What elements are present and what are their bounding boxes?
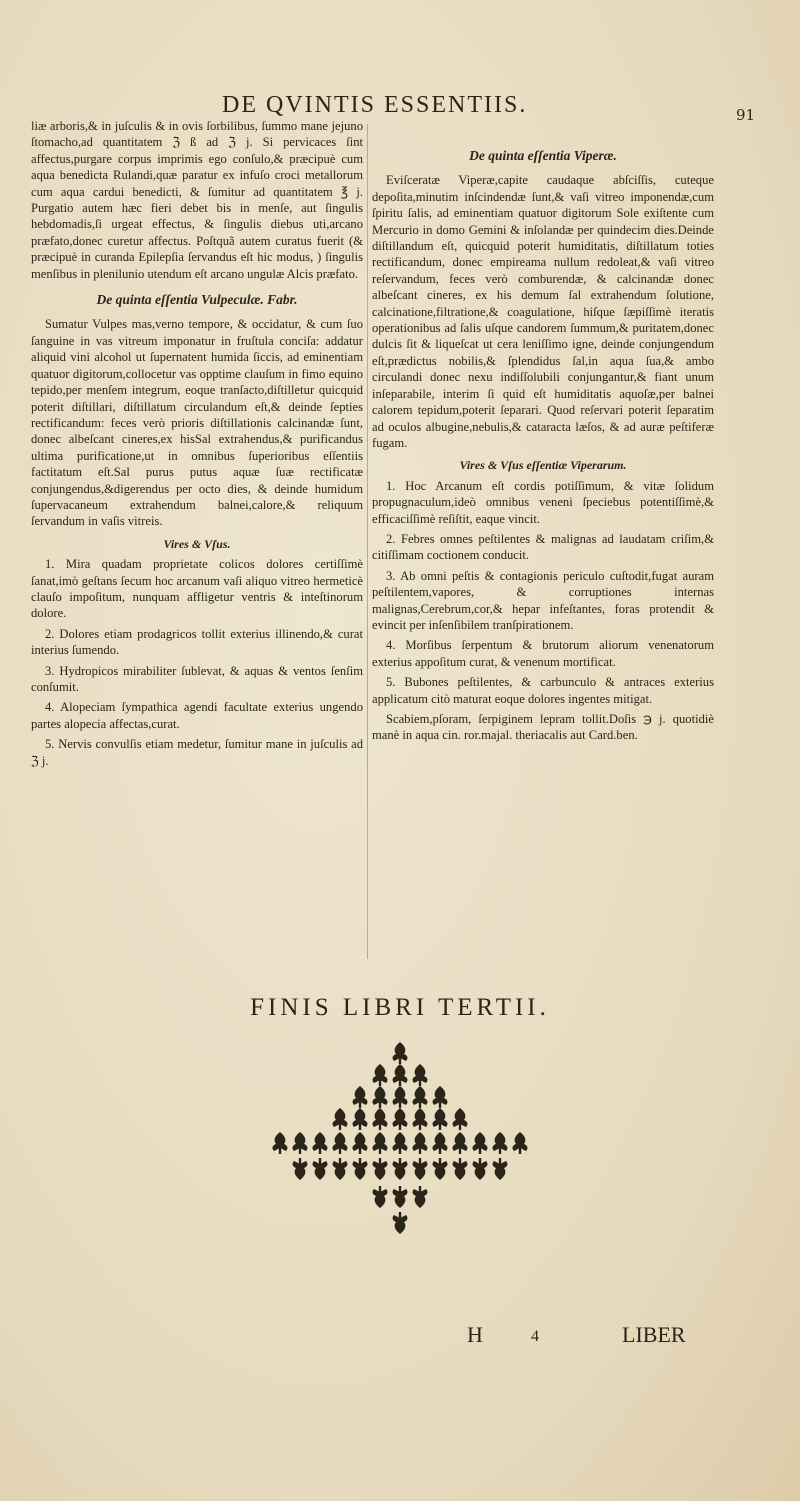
section-paragraph-vipera: Eviſceratæ Viperæ,capite caudaque abſciſſis, cuteque depoſita,minutim inſcindendæ ſunt,& vaſi vitreo imponendæ,cum ſpiritu ſalis, ad eminentiam quatuor digitorum Sole exiſtente cum Mercurio in domo Gemini & inſolandæ per quindecim dies.Deinde diſtillandum eſt, quicquid poterit humiditatis, diſtillatum toties rectificandum, donec empireama nullum redoleat,& vaſi vitreo reſervandum, feces verò comburendæ, & calcinandæ donec albeſcant cineres, ex his demum ſal extrahendum ſolutione, calcinatione,filtratione,& coagulatione, hiſque ſæpiſſimè iteratis operationibus ad ſalis uſque candorem ſummum,& puritatem,donec dulcis ſit & liqueſcat ut cera leniſſimo igne, deinde conjungendum eſt,prædictus nobilis,& ſplendidus ſal,in aqua ſua,& ambo circulandi donec nexu indiſſolubili conjungantur,& fiant unum inſeparabile, interim ſi quid eſt humiditatis aquoſæ,per balnei calorem tepidum,poterit ſeparari. Quod reſervari poterit ſeparatim ad oculos albugine,nebulis,& cataracta læſos, & ad auræ peſtiferæ fugam. <box>372 173 714 450</box>
subsection-title-vires-viperarum: Vires & Vſus eſſentiæ Viperarum. <box>459 458 627 473</box>
list-item: 1. Mira quadam proprietate colicos dolores certiſſimè ſanat,imò geſtans ſecum hoc arcanum vaſi aliquo vitreo hermeticè clauſo impoſitum, nunquam affligetur ventris & inteſtinorum dolore. <box>31 557 363 621</box>
right-column <box>372 138 714 748</box>
fleuron-ornament-icon <box>250 1040 550 1240</box>
left-column <box>31 118 363 773</box>
list-item: Scabiem,pſoram, ſerpiginem lepram tollit.Doſis ℈ j. quotidiè manè in aqua cin. ror.majal. theriacalis aut Card.ben. <box>372 712 714 743</box>
section-paragraph-vulpecula: Sumatur Vulpes mas,verno tempore, & occidatur, & cum ſuo ſanguine in vas vitreum imponatur in fruſtula conciſa: addatur aliquid vini alcohol ut ſupernatent humida ſiccis, ad eminentiam quatuor digitorum,collocetur vas opptime clauſum in fimo equino tepido,per menſem integrum, eoque tranſacto,diſtilletur quicquid poterit diſtillari, diſtillatum circulandum eſt,& deinde ſepties rectificandum: feces verò prioris diſtillationis calcinandæ ſunt, donec albeſcant cineres,ex hisSal extrahendus,& purificandus ultima purificatione,ut in omnibus ſuperioribus eſſentiis factitatum eſt.Sal purus putus aquæ ſuæ rectificatæ conjungendus,&digerendus per octo dies, & deinde humidum ſupervacaneum extrahendum balnei,calore,& reliquum ſervandum in vaſis vitreis. <box>31 317 363 529</box>
section-title-vulpecula: De quinta eſſentia Vulpeculæ. Fabr. <box>96 292 298 308</box>
list-item: 2. Febres omnes peſtilentes & malignas ad laudatam criſim,& citiſſimam coctionem conducit. <box>372 531 714 563</box>
list-item: 4. Morſibus ſerpentum & brutorum aliorum venenatorum exterius appoſitum curat, & venenum mortificat. <box>372 638 714 669</box>
list-item: 4. Alopeciam ſympathica agendi facultate exterius ungendo partes alopecia affectas,curat. <box>31 700 363 731</box>
column-divider <box>367 124 368 959</box>
page-number: 91 <box>736 106 756 124</box>
subsection-title-vires: Vires & Vſus. <box>163 536 231 551</box>
list-item: 3. Ab omni peſtis & contagionis periculo cuſtodit,fugat auram peſtilentem,vapores, & corruptiones internas malignas,Cerebrum,cor,& hepar infeſtantes, foras protendit & evincit per inſenſibilem tranſpirationem. <box>372 568 714 632</box>
running-title: DE QVINTIS ESSENTIIS. <box>222 92 528 118</box>
list-item: 1. Hoc Arcanum eſt cordis potiſſimum, & vitæ ſolidum propugnaculum,ideò omnibus veneni ſpeciebus potentiſſimè,& efficaciſſimè reſiſtit, eaque vincit. <box>372 478 714 526</box>
opening-paragraph: liæ arboris,& in juſculis & in ovis ſorbilibus, ſummo mane jejuno ſtomacho,ad quantitatem ℨ ß ad ℨ j. Si pervicaces ſint affectus,purgare corpus imprimis ego conſulo,& præcipuè cum aqua benedicta Rulandi,quæ paratur ex infuſo croci metallorum cum aqua cardui benedicti, & ſumitur ad quantitatem ℥ j. Purgatio autem hæc fieri debet bis in menſe, aut ſingulis hebdomadis,ſi urgeat effectus, & ſingulis diebus uti,arcano præfato,donec curetur affectus. Poſtquã autem curatus fuerit (& præcipuè in curanda Epilepſia ſervandus eſt hic modus, ) ſingulis menſibus in plenilunio utendum eſt arcano ungulæ Alcis præfato. <box>31 119 363 281</box>
list-item: 5. Nervis convulſis etiam medetur, ſumitur mane in juſculis ad ℨ j. <box>31 737 363 768</box>
finis-heading: FINIS LIBRI TERTII. <box>250 994 550 1021</box>
signature-number: 4 <box>531 1328 539 1345</box>
signature-mark: H <box>467 1322 483 1347</box>
list-item: 2. Dolores etiam prodagricos tollit exterius illinendo,& curat interius ſumendo. <box>31 626 363 658</box>
section-title-vipera: De quinta eſſentia Viperæ. <box>469 148 617 163</box>
list-item: 5. Bubones peſtilentes, & carbunculo & antraces exterius applicatum citò maturat eoque dolores ingentes mitigat. <box>372 675 714 706</box>
list-item: 3. Hydropicos mirabiliter ſublevat, & aquas & ventos ſenſim conſumit. <box>31 663 363 694</box>
catchword: LIBER <box>622 1322 686 1347</box>
